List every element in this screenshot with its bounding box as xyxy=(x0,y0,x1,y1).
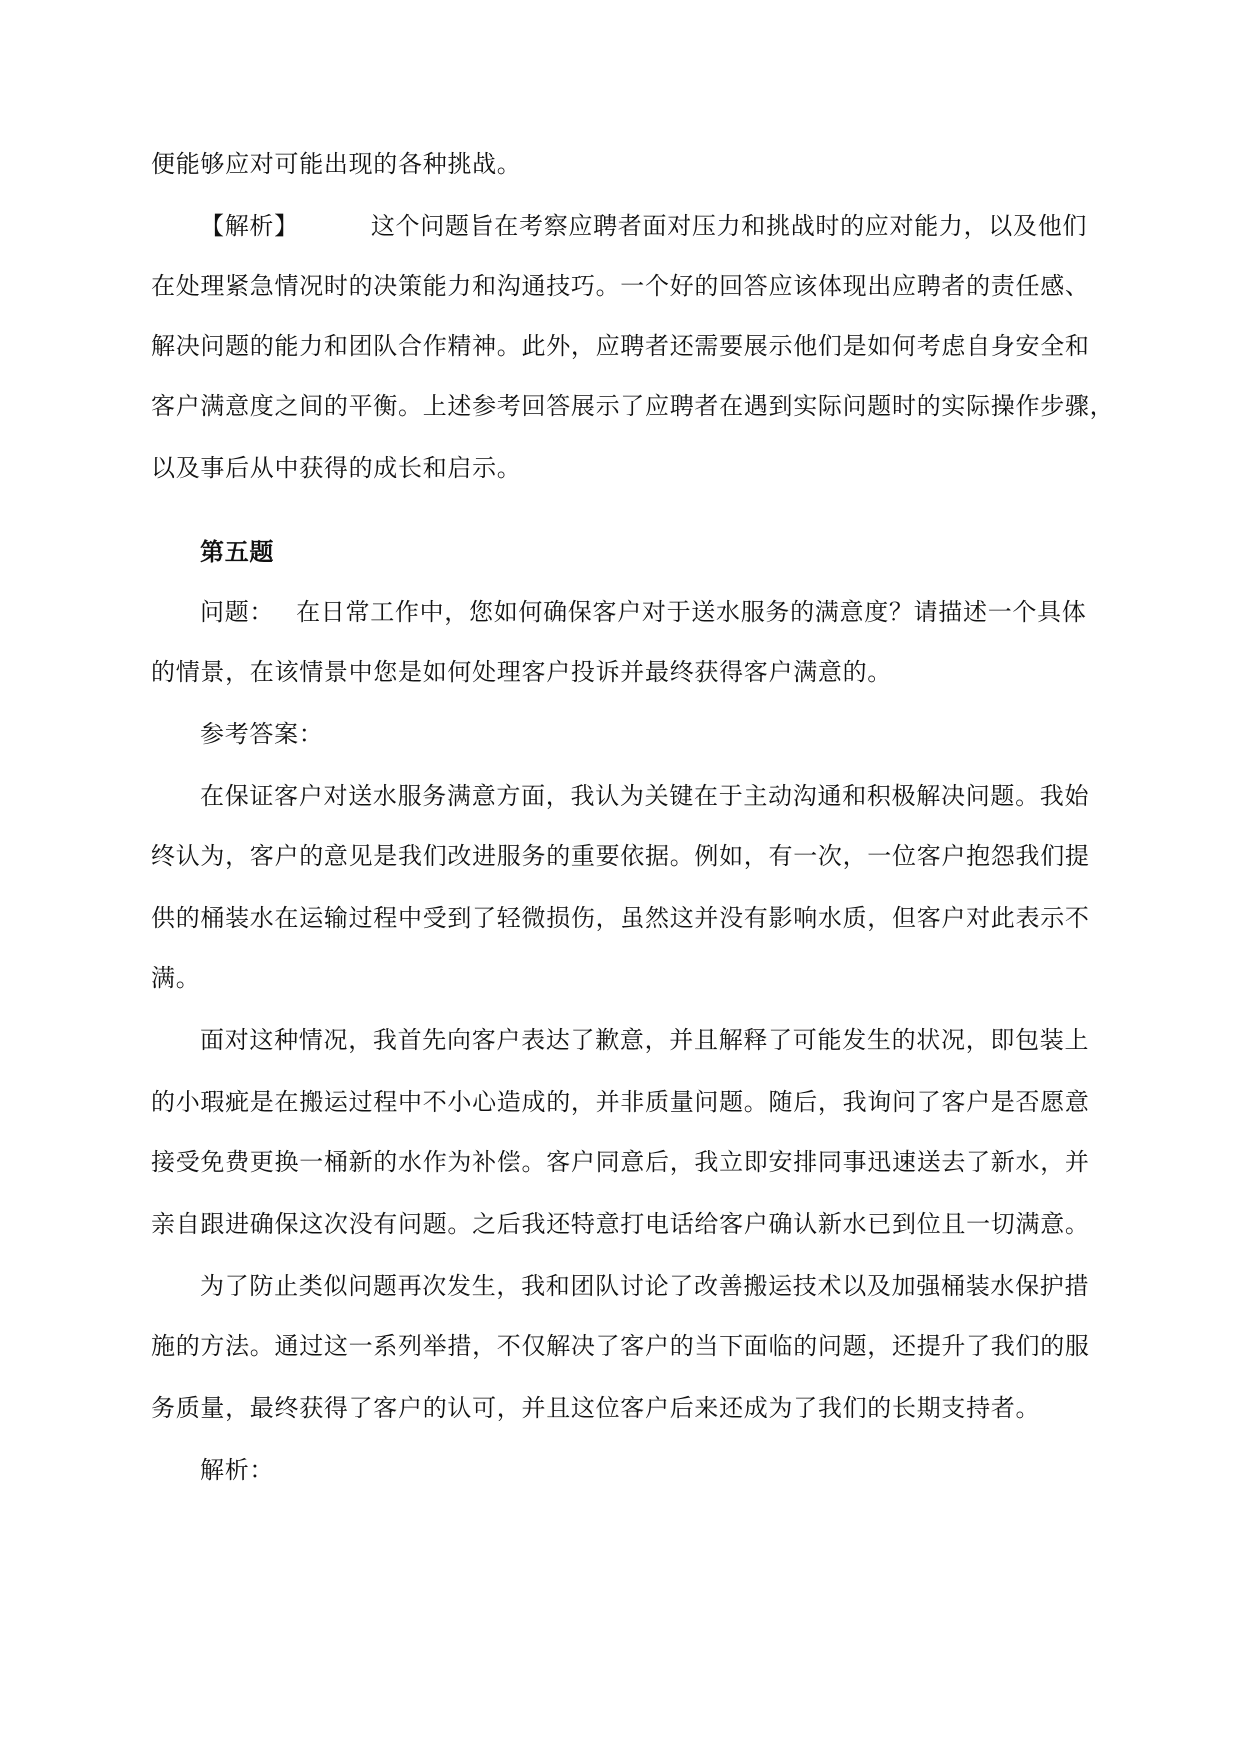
analysis-label: 【解析】 xyxy=(200,212,299,240)
question-line-2: 的情景，在该情景中您是如何处理客户投诉并最终获得客户满意的。 xyxy=(151,658,892,686)
question-text: 在日常工作中，您如何确保客户对于送水服务的满意度？请描述一个具体 xyxy=(296,598,1087,626)
answer-p2-line-2: 的小瑕疵是在搬运过程中不小心造成的，并非质量问题。随后，我询问了客户是否愿意 xyxy=(151,1088,1090,1116)
analysis-paragraph-line-5: 以及事后从中获得的成长和启示。 xyxy=(151,454,522,482)
answer-p3-line-2: 施的方法。通过这一系列举措，不仅解决了客户的当下面临的问题，还提升了我们的服 xyxy=(151,1332,1090,1360)
answer-p3-line-1: 为了防止类似问题再次发生，我和团队讨论了改善搬运技术以及加强桶装水保护措 xyxy=(200,1272,1090,1300)
answer-label: 参考答案： xyxy=(200,720,324,748)
analysis-paragraph-line-3: 解决问题的能力和团队合作精神。此外，应聘者还需要展示他们是如何考虑自身安全和 xyxy=(151,332,1090,360)
answer-p1-line-1: 在保证客户对送水服务满意方面，我认为关键在于主动沟通和积极解决问题。我始 xyxy=(200,782,1090,810)
answer-p1-line-3: 供的桶装水在运输过程中受到了轻微损伤，虽然这并没有影响水质，但客户对此表示不 xyxy=(151,904,1090,932)
analysis-paragraph-line-1 xyxy=(200,210,1087,242)
analysis-text: 这个问题旨在考察应聘者面对压力和挑战时的应对能力，以及他们 xyxy=(370,212,1088,240)
question-label: 问题： xyxy=(200,598,275,626)
analysis-2-label: 解析： xyxy=(200,1456,275,1484)
analysis-paragraph-line-4: 客户满意度之间的平衡。上述参考回答展示了应聘者在遇到实际问题时的实际操作步骤， xyxy=(151,392,1115,420)
intro-tail-line: 便能够应对可能出现的各种挑战。 xyxy=(151,150,522,178)
answer-p1-line-2: 终认为，客户的意见是我们改进服务的重要依据。例如，有一次，一位客户抱怨我们提 xyxy=(151,842,1090,870)
answer-p2-line-3: 接受免费更换一桶新的水作为补偿。客户同意后，我立即安排同事迅速送去了新水，并 xyxy=(151,1148,1090,1176)
question-line-1 xyxy=(200,596,1087,628)
answer-p3-line-3: 务质量，最终获得了客户的认可，并且这位客户后来还成为了我们的长期支持者。 xyxy=(151,1394,1041,1422)
section-title: 第五题 xyxy=(200,537,275,566)
analysis-paragraph-line-2: 在处理紧急情况时的决策能力和沟通技巧。一个好的回答应该体现出应聘者的责任感、 xyxy=(151,272,1090,300)
answer-p2-line-1: 面对这种情况，我首先向客户表达了歉意，并且解释了可能发生的状况，即包装上 xyxy=(200,1026,1090,1054)
answer-p2-line-4: 亲自跟进确保这次没有问题。之后我还特意打电话给客户确认新水已到位且一切满意。 xyxy=(151,1210,1090,1238)
answer-p1-line-4: 满。 xyxy=(151,964,201,992)
